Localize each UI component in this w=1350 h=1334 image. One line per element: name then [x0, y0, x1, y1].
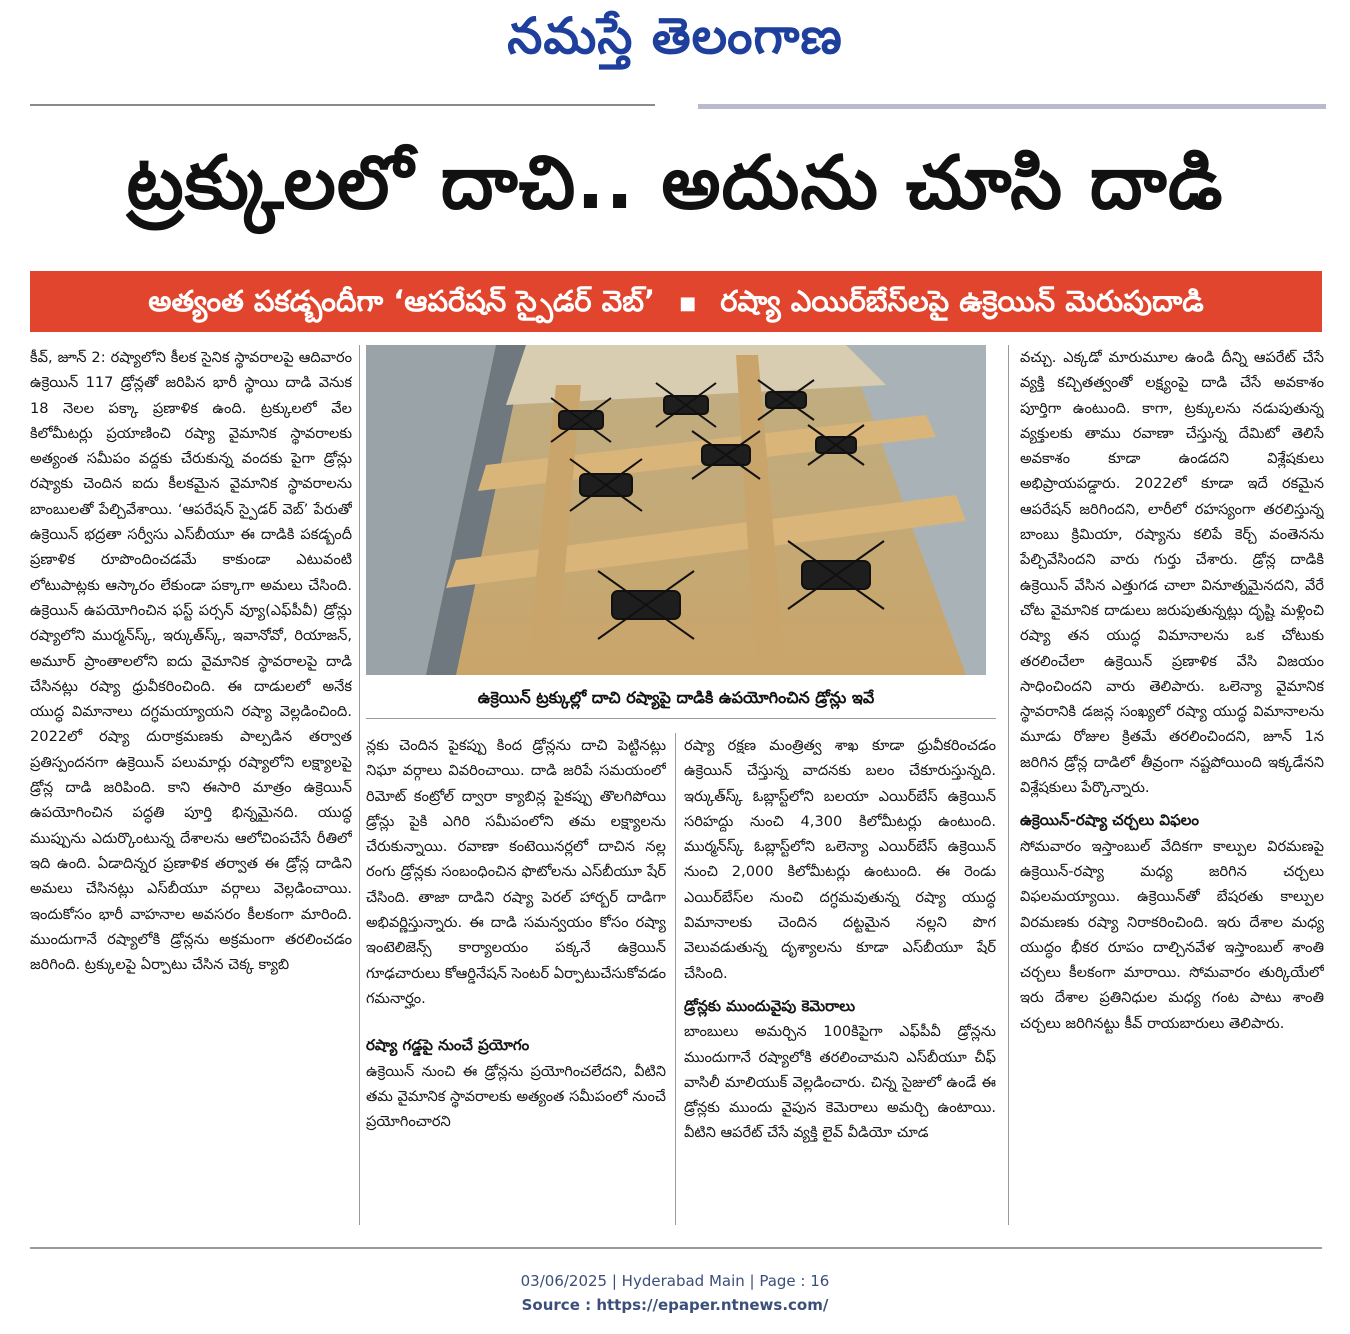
column-divider-2	[675, 733, 676, 1225]
column4-paragraph-1: వచ్చు. ఎక్కడో మారుమూల ఉండి దీన్ని ఆపరేట్ చేసే వ్యక్తి కచ్చితత్వంతో లక్ష్యంపై దాడి చేసే అవకాశం పూర్తిగా ఉంటుంది. కాగా, ట్రక్కులను నడుపుతున్న వ్యక్తులకు తాము రవాణా చేస్తున్న దేమిటో తెలిసే అవకాశం కూడా ఉండదని విశ్లేషకులు అభిప్రాయపడ్డారు. 2022లో కూడా ఇదే రకమైన ఆపరేషన్ జరిగిందని, లారీలో రహస్యంగా తరలిస్తున్న బాంబు క్రిమియా, రష్యాను కలిపే కెర్చ్ వంతెనను పేల్చివేసిందని వారు గుర్తు చేశారు. డ్రోన్ల దాడికి ఉక్రెయిన్ వేసిన ఎత్తుగడ చాలా వినూత్నమైనదని, వేరే చోట వైమానిక దాడులు జరుపుతున్నట్లు దృష్టి మళ్లించి రష్యా తన యుద్ధ విమానాలను ఒక చోటుకు తరలించేలా ఉక్రెయిన్ ప్రణాళిక వేసి విజయం సాధించిందని వారు తెలిపారు. ఒలెన్యా వైమానిక స్థావరానికి డజన్ల సంఖ్యలో రష్యా యుద్ధ విమానాలను మూడు రోజుల క్రితమే తరలించిందని, జూన్ 1న జరిగిన డ్రోన్ల దాడిలో తీవ్రంగా నష్టపోయింది ఇక్కడేనని విశ్లేషకులు పేర్కొన్నారు.	[1020, 349, 1324, 797]
photo-bottom-rule	[366, 718, 996, 719]
masthead-rule-right	[698, 104, 1326, 109]
column3-paragraph-1: రష్యా రక్షణ మంత్రిత్వ శాఖ కూడా ధ్రువీకరించడం ఉక్రెయిన్ చేస్తున్న వాదనకు బలం చేకూరుస్తున్నది. ఇర్కుత్‌స్క్ ఓబ్లాస్ట్‌లోని బలయా ఎయిర్‌బేస్ ఉక్రెయిన్ సరిహద్దు నుంచి 4,300 కిలోమీటర్లు ఉంటుంది. ముర్మన్‌స్క్ ఓబ్లాస్ట్‌లోని ఒలెన్యా ఎయిర్‌బేస్ ఉక్రెయిన్ నుంచి 2,000 కిలోమీటర్లు ఉంటుంది. ఈ రెండు ఎయిర్‌బేస్‌ల నుంచి దగ్ధమవుతున్న రష్యా యుద్ధ విమానాలకు చెందిన దట్టమైన నల్లని పొగ వెలువడుతున్న దృశ్యాలను కూడా ఎస్‌బీయూ షేర్ చేసింది.	[684, 737, 996, 982]
edition-info: 03/06/2025 | Hyderabad Main | Page : 16	[520, 1272, 830, 1290]
subheadline-part2: రష్యా ఎయిర్‌బేస్‌లపై ఉక్రెయిన్ మెరుపుదాడి	[720, 284, 1204, 318]
drones-photo-illustration	[366, 345, 986, 675]
column4-subheading: ఉక్రెయిన్-రష్యా చర్చలు విఫలం	[1020, 811, 1200, 830]
masthead-logo: నమస్తే తెలంగాణ	[507, 6, 843, 65]
masthead-rule-left	[30, 104, 655, 106]
article-column-1	[30, 345, 352, 1225]
column3-subheading: డ్రోన్లకు ముందువైపు కెమెరాలు	[684, 996, 856, 1015]
subheadline-part1: అత్యంత పకడ్బందీగా ‘ఆపరేషన్ స్పైడర్ వెబ్’	[148, 284, 656, 318]
subheadline-bar	[30, 271, 1322, 332]
column4-paragraph-2: సోమవారం ఇస్తాంబుల్ వేదికగా కాల్పుల విరమణపై ఉక్రెయిన్-రష్యా మధ్య జరిగిన చర్చలు విఫలమయ్యాయి. ఉక్రెయిన్‌తో బేషరతు కాల్పుల విరమణకు రష్యా నిరాకరించింది. ఇరు దేశాల మధ్య యుద్ధం భీకర రూపం దాల్చినవేళ ఇస్తాంబుల్ శాంతి చర్చలు కీలకంగా మారాయి. సోమవారం తుర్కియేలో ఇరు దేశాల ప్రతినిధుల మధ్య గంట పాటు శాంతి చర్చలు జరిగినట్టు కీవ్ రాయబారులు తెలిపారు.	[1020, 837, 1324, 1032]
column2-paragraph-1: న్లకు చెందిన పైకప్పు కింద డ్రోన్లను దాచి పెట్టినట్లు నిఘా వర్గాలు వివరించాయి. దాడి జరిపే సమయంలో రిమోట్ కంట్రోల్ ద్వారా క్యాబిన్ల పైకప్పు తొలగిపోయి డ్రోన్లు పైకి ఎగిరి సమీపంలోని తమ లక్ష్యాలను చేరుకున్నాయి. రవాణా కంటెయినర్లలో దాచిన నల్ల రంగు డ్రోన్లకు సంబంధించిన ఫొటోలను ఎస్‌బీయూ షేర్ చేసింది. తాజా దాడిని రష్యా పెరల్ హార్బర్ దాడిగా అభివర్ణిస్తున్నారు. ఈ దాడి సమన్వయం కోసం రష్యా ఇంటెలిజెన్స్ కార్యాలయం పక్కనే ఉక్రెయిన్ గూఢచారులు కోఆర్డినేషన్ సెంటర్ ఏర్పాటుచేసుకోవడం గమనార్హం.	[366, 737, 666, 1007]
column1-paragraph: కీవ్, జూన్ 2: రష్యాలోని కీలక సైనిక స్థావరాలపై ఆదివారం ఉక్రెయిన్ 117 డ్రోన్లతో జరిపిన భారీ స్థాయి దాడి వెనుక 18 నెలల పక్కా ప్రణాళిక ఉంది. ట్రక్కులలో వేల కిలోమీటర్లు ప్రయాణించి రష్యా వైమానిక స్థావరాలకు అత్యంత సమీపం వద్దకు చేరుకున్న వందకు పైగా డ్రోన్లు రష్యాకు చెందిన ఐదు కీలకమైన వైమానిక స్థావరాలను బాంబులతో పేల్చివేశాయి. ‘ఆపరేషన్ స్పైడర్ వెబ్’ పేరుతో ఉక్రెయిన్ భద్రతా సర్వీసు ఎస్‌బీయూ ఈ దాడికి పకడ్బందీ ప్రణాళిక రూపొందించడమే కాకుండా ఎటువంటి లోటుపాట్లకు ఆస్కారం లేకుండా పక్కాగా అమలు చేసింది. ఉక్రెయిన్ ఉపయోగించిన ఫస్ట్ పర్సన్ వ్యూ(ఎఫ్‌పీవీ) డ్రోన్లు రష్యాలోని ముర్మన్‌స్క్, ఇర్కుత్‌స్క్, ఇవానోవో, రియాజన్, అమూర్ ప్రాంతాలలోని ఐదు వైమానిక స్థావరాలపై దాడి చేసినట్లు రష్యా ధ్రువీకరించింది. ఈ దాడులలో అనేక యుద్ధ విమానాలు దగ్ధమయ్యాయని రష్యా వెల్లడించింది. 2022లో రష్యా దురాక్రమణకు పాల్పడిన తర్వాత ప్రతిస్పందనగా ఉక్రెయిన్ పలుమార్లు రష్యాలోని లక్ష్యాలపై డ్రోన్ల దాడి జరిపింది. కాని ఈసారి మాత్రం ఉక్రెయిన్ ఉపయోగించిన పద్ధతి పూర్తి భిన్నమైనది. యుద్ధ ముప్పును ఎదుర్కొంటున్న దేశాలను ఆలోచింపచేసే రీతిలో ఇది ఉంది. ఏడాదిన్నర ప్రణాళిక తర్వాత ఈ డ్రోన్ల దాడిని అమలు చేసినట్లు ఎస్‌బీయూ వర్గాలు వెల్లడించాయి. ఇందుకోసం భారీ వాహనాల అవసరం కీలకంగా మారింది. ముందుగానే రష్యాలోకి డ్రోన్లను అక్రమంగా తరలించడం జరిగింది. ట్రక్కులపై ఏర్పాటు చేసిన చెక్క క్యాబి	[30, 349, 352, 974]
source-link[interactable]: Source : https://epaper.ntnews.com/	[521, 1296, 829, 1314]
article-column-3	[684, 733, 996, 1225]
article-headline: ట్రక్కులలో దాచి.. అదును చూసి దాడి	[126, 140, 1224, 226]
photo-caption: ఉక్రెయిన్ ట్రక్కుల్లో దాచి రష్యాపై దాడికి ఉపయోగించిన డ్రోన్లు ఇవే	[477, 688, 875, 707]
column2-paragraph-2: ఉక్రెయిన్ నుంచి ఈ డ్రోన్లను ప్రయోగించలేదని, వీటిని తమ వైమానిక స్థావరాలకు అత్యంత సమీపంలో నుంచే ప్రయోగించారని	[366, 1062, 666, 1131]
article-column-2	[366, 733, 666, 1225]
column2-subheading: రష్యా గడ్డపై నుంచే ప్రయోగం	[366, 1036, 530, 1055]
subheadline-separator: ■	[679, 292, 697, 314]
footer-rule	[30, 1247, 1322, 1249]
drones-photo	[366, 345, 986, 675]
article-column-4	[1020, 345, 1324, 1225]
column-divider-1	[359, 345, 360, 1225]
column-divider-3	[1008, 345, 1009, 1225]
column3-paragraph-2: బాంబులు అమర్చిన 100కిపైగా ఎఫ్‌పీవీ డ్రోన్లను ముందుగానే రష్యాలోకి తరలించామని ఎస్‌బీయూ చీఫ్ వాసిలీ మాలియుక్ వెల్లడించారు. చిన్న సైజులో ఉండే ఈ డ్రోన్లకు ముందు వైపున కెమెరాలు అమర్చి ఉంటాయి. వీటిని ఆపరేట్ చేసే వ్యక్తి లైవ్ వీడియో చూడ	[684, 1023, 996, 1142]
